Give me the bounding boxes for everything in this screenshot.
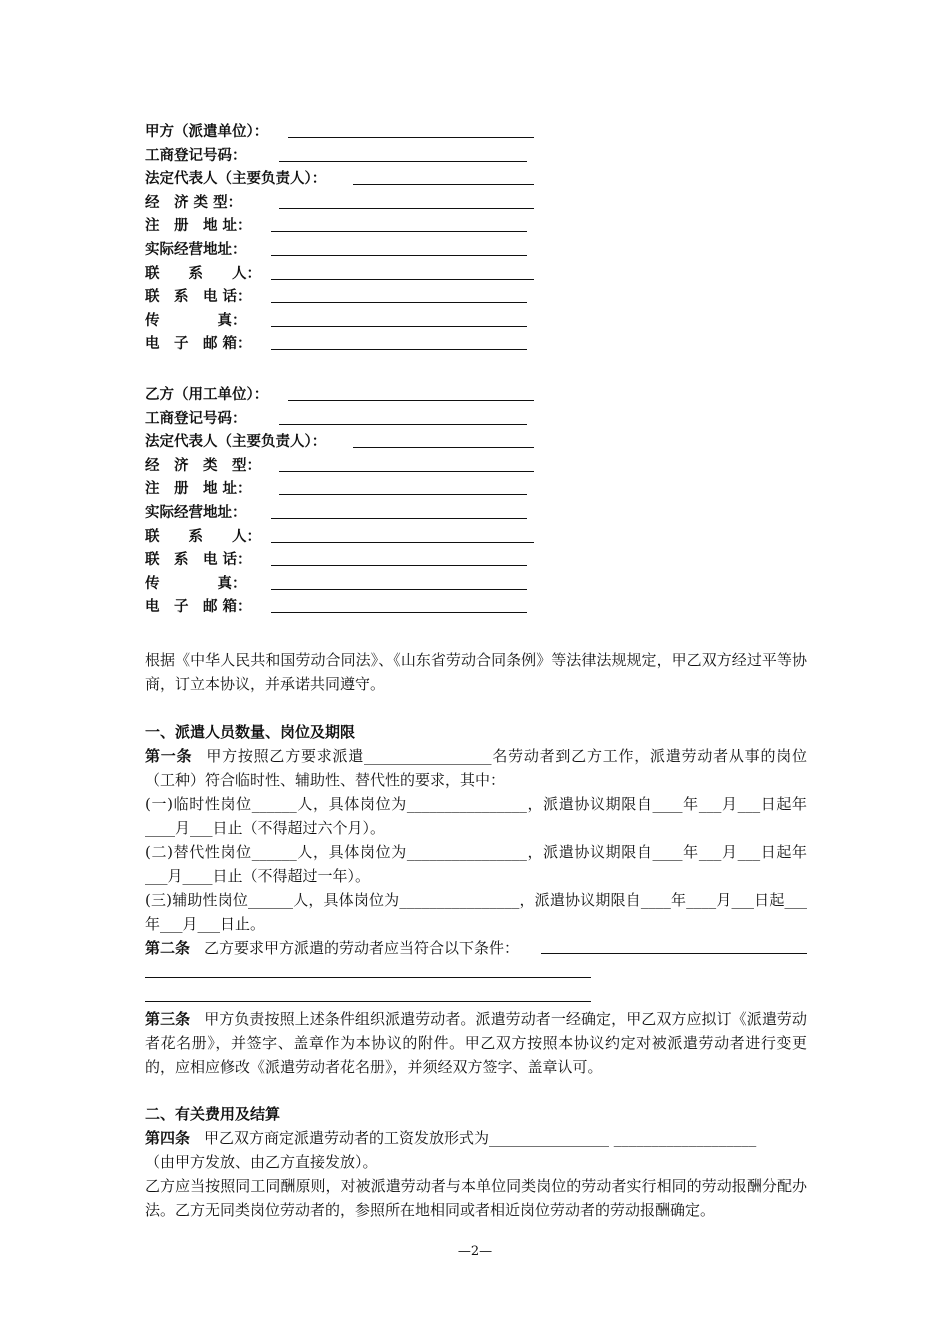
article-4-note: （由甲方发放、由乙方直接发放）。 xyxy=(145,1153,378,1171)
party-b-contact-blank[interactable] xyxy=(271,542,534,543)
party-a-fax-blank[interactable] xyxy=(271,326,527,327)
party-b-address-label: 注 册 地 址： xyxy=(145,480,252,498)
party-a-name-label: 甲方（派遣单位）： xyxy=(145,123,269,140)
article-1-item-3: (三)辅助性岗位______人，具体岗位为________________，派遣协议期限自____年____月___日起___年___月___日止。 xyxy=(145,891,807,933)
article-1-text: 甲方按照乙方要求派遣_________________名劳动者到乙方工作，派遣劳动者从事的岗位（工种）符合临时性、辅助性、替代性的要求，其中： xyxy=(145,747,807,789)
article-3-label: 第三条 xyxy=(145,1010,191,1028)
section1-heading: 一、派遣人员数量、岗位及期限 xyxy=(145,723,356,741)
article-3-text: 甲方负责按照上述条件组织派遣劳动者。派遣劳动者一经确定，甲乙双方应拟订《派遣劳动者花名册》，并签字、盖章作为本协议的附件。甲乙双方按照本协议约定对被派遣劳动者进行变更的，应相应修改《派遣劳动者花名册》，并须经双方签字、盖章认可。 xyxy=(145,1010,807,1076)
article-2-blank-3[interactable] xyxy=(145,1001,591,1002)
party-a-opaddr-blank[interactable] xyxy=(271,255,527,256)
party-a-legalrep-blank[interactable] xyxy=(353,184,534,185)
article-4-label: 第四条 xyxy=(145,1129,191,1147)
party-b-name-blank[interactable] xyxy=(288,400,534,401)
party-b-type-blank[interactable] xyxy=(279,471,534,472)
party-b-opaddr-label: 实际经营地址： xyxy=(145,503,247,521)
party-b-phone-label: 联 系 电 话： xyxy=(145,551,252,569)
page-number: —2— xyxy=(457,1244,493,1259)
section2-heading: 二、有关费用及结算 xyxy=(145,1105,281,1123)
party-a-type-label: 经 济 类 型： xyxy=(145,193,243,211)
party-b-phone-blank[interactable] xyxy=(271,565,527,566)
section1-body xyxy=(145,744,807,960)
party-b-email-label: 电 子 邮 箱： xyxy=(145,598,252,616)
party-b-email-blank[interactable] xyxy=(271,612,527,613)
article-1-item-1: (一)临时性岗位______人，具体岗位为________________，派遣协议期限自____年___月___日起年____月___日止（不得超过六个月）。 xyxy=(145,795,807,837)
article-2-blank-1[interactable] xyxy=(541,953,807,954)
article-2-label: 第二条 xyxy=(145,939,191,957)
party-a-type-blank[interactable] xyxy=(279,208,534,209)
party-a-email-label: 电 子 邮 箱： xyxy=(145,335,252,353)
party-a-fax-label: 传 真： xyxy=(145,311,247,329)
party-b-name-label: 乙方（用工单位）： xyxy=(145,386,269,403)
party-a-contact-label: 联 系 人： xyxy=(145,264,261,282)
article-1 xyxy=(145,744,807,792)
party-a-address-blank[interactable] xyxy=(271,231,527,232)
article-4 xyxy=(145,1126,807,1150)
party-a-opaddr-label: 实际经营地址： xyxy=(145,240,247,258)
party-a-legalrep-label: 法定代表人（主要负责人）： xyxy=(145,170,327,188)
article-2-blank-2[interactable] xyxy=(145,977,591,978)
section2-body xyxy=(145,1126,807,1222)
party-b-legalrep-blank[interactable] xyxy=(353,447,534,448)
party-b-fax-label: 传 真： xyxy=(145,574,247,592)
article-1-label: 第一条 xyxy=(145,747,193,765)
party-b-contact-label: 联 系 人： xyxy=(145,527,261,545)
party-b-regno-blank[interactable] xyxy=(279,424,527,425)
party-b-legalrep-label: 法定代表人（主要负责人）： xyxy=(145,433,327,451)
article-2-text: 乙方要求甲方派遣的劳动者应当符合以下条件： xyxy=(204,939,520,957)
party-a-regno-label: 工商登记号码： xyxy=(145,146,247,164)
party-b-regno-label: 工商登记号码： xyxy=(145,409,247,427)
article-3 xyxy=(145,1007,807,1079)
article-1-item-2: (二)替代性岗位______人，具体岗位为________________，派遣协议期限自____年___月___日起年___月____日止（不得超过一年）。 xyxy=(145,843,807,885)
preamble xyxy=(145,648,807,696)
party-b-type-label: 经 济 类 型： xyxy=(145,456,261,474)
party-a-address-label: 注 册 地 址： xyxy=(145,217,252,235)
party-a-name-blank[interactable] xyxy=(288,137,534,138)
party-a-phone-label: 联 系 电 话： xyxy=(145,288,252,306)
article-2 xyxy=(145,936,807,960)
party-a-contact-blank[interactable] xyxy=(271,279,534,280)
article-3-block xyxy=(145,1007,807,1079)
party-b-fax-blank[interactable] xyxy=(271,589,527,590)
preamble-text: 根据《中华人民共和国劳动合同法》、《山东省劳动合同条例》等法律法规规定，甲乙双方经过平等协商，订立本协议，并承诺共同遵守。 xyxy=(145,651,807,693)
party-a-email-blank[interactable] xyxy=(271,349,527,350)
party-a-regno-blank[interactable] xyxy=(279,161,527,162)
article-4-text: 甲乙双方商定派遣劳动者的工资发放形式为________________ ___________________ xyxy=(204,1129,757,1147)
party-b-address-blank[interactable] xyxy=(279,494,527,495)
party-b-opaddr-blank[interactable] xyxy=(271,518,527,519)
party-a-phone-blank[interactable] xyxy=(271,302,527,303)
section2-paragraph: 乙方应当按照同工同酬原则，对被派遣劳动者与本单位同类岗位的劳动者实行相同的劳动报酬分配办法。乙方无同类岗位劳动者的，参照所在地相同或者相近岗位劳动者的劳动报酬确定。 xyxy=(145,1177,807,1219)
